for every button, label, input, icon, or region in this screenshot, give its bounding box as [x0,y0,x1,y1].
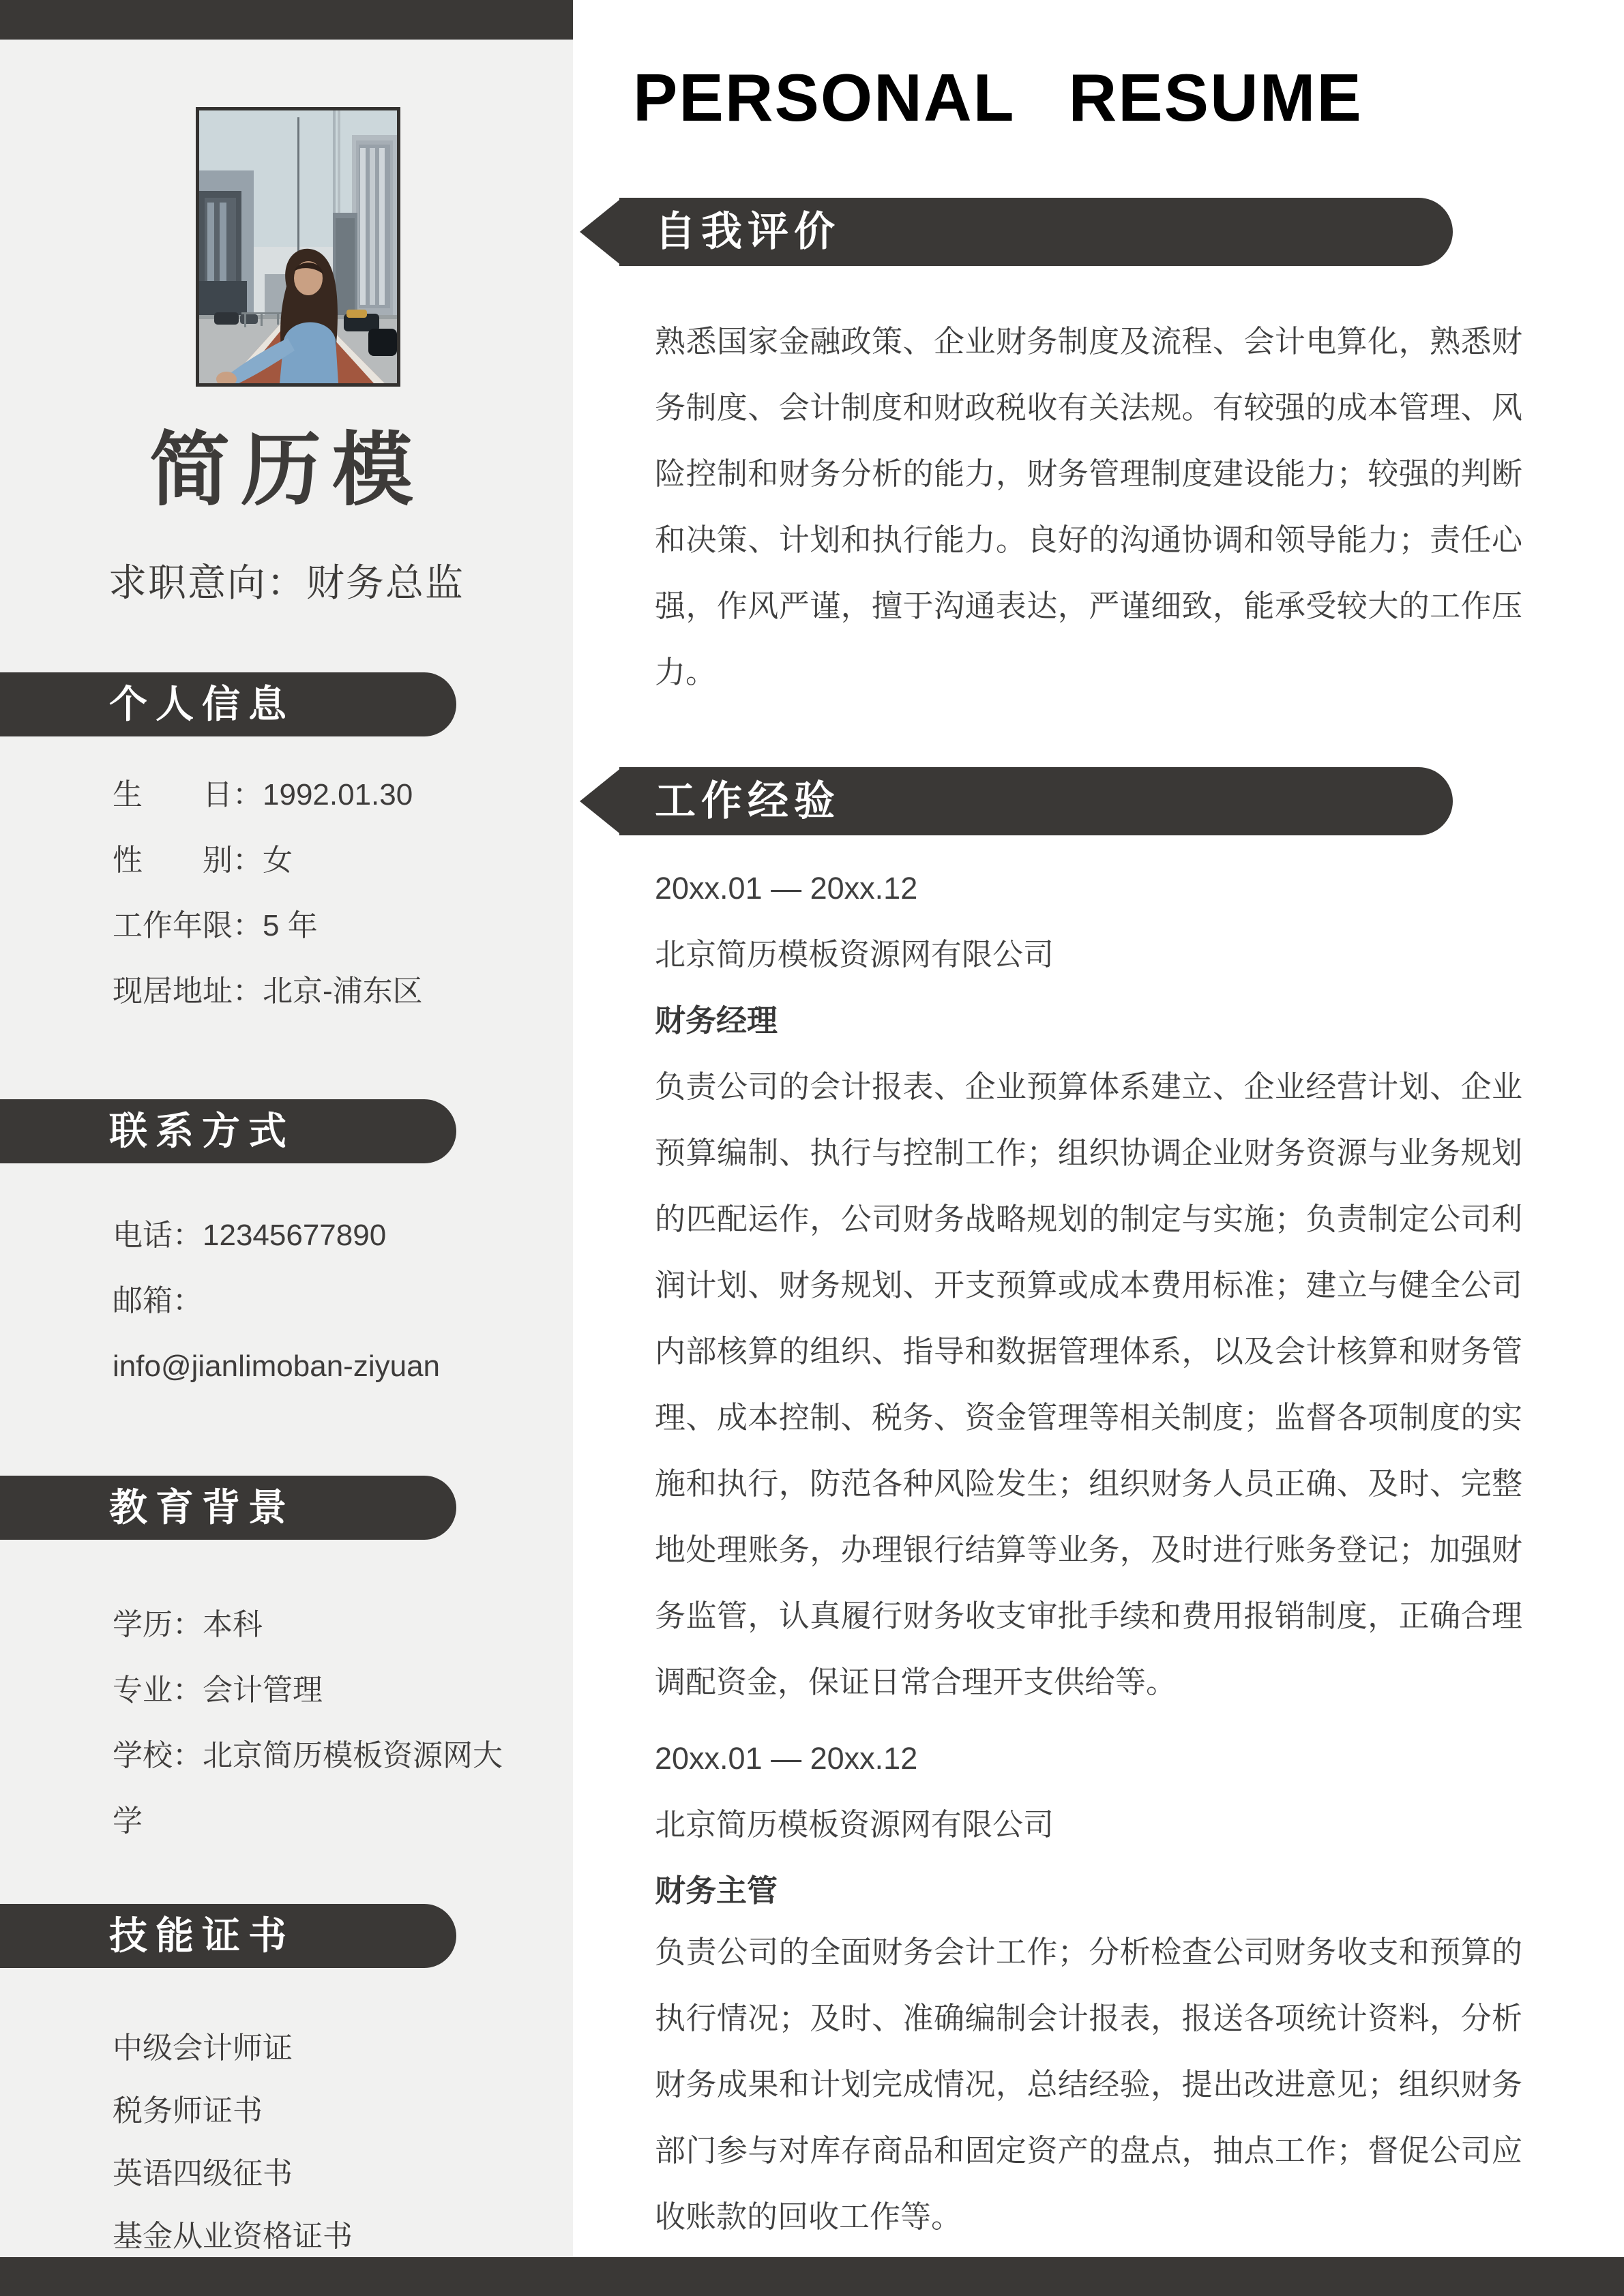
job-company: 北京简历模板资源网有限公司 [655,937,1054,972]
section-header-contact [0,1099,456,1163]
job-period: 20xx.01 — 20xx.12 [655,871,918,906]
info-row-experience: 工作年限：5 年 [113,909,318,942]
contact-row-email-label: 邮箱： [113,1284,203,1317]
job-role: 财务经理 [655,1003,778,1038]
section-title: 个人信息 [109,683,295,726]
education-row-school: 学校：北京简历模板资源网大学 [113,1739,503,1838]
profile-photo-illustration [199,110,397,383]
job-company: 北京简历模板资源网有限公司 [655,1807,1054,1842]
page-title-word: PERSONAL [633,60,1016,135]
page-title-word: RESUME [1068,60,1363,135]
candidate-name: 简历模 [149,426,424,516]
info-row-address: 现居地址：北京-浦东区 [113,974,423,1008]
job-description: 负责公司的全面财务会计工作；分析检查公司财务收支和预算的执行情况；及时、准确编制会计报表，报送各项统计资料，分析财务成果和计划完成情况，总结经验，提出改进意见；组织财务部门参与对库存商品和固定资产的盘点，抽点工作；督促公司应收账款的回收工作等。 [655,1935,1522,2234]
banner-arrow-icon [580,198,622,266]
section-header-personal-info [0,672,456,736]
certificate-row: 基金从业资格证书 [113,2220,353,2253]
section-title: 自我评价 [619,198,1453,266]
section-title: 工作经验 [619,767,1453,835]
section-title: 教育背景 [109,1486,295,1529]
top-accent-bar [0,0,573,40]
certificate-row: 中级会计师证 [113,2031,293,2065]
sidebar [0,0,573,2296]
section-title: 技能证书 [109,1914,295,1957]
contact-row-email: info@jianlimoban-ziyuan [113,1350,441,1383]
section-banner-self-evaluation [580,198,1453,266]
education-row-major: 专业：会计管理 [113,1673,323,1707]
profile-photo [196,107,400,387]
certificate-row: 税务师证书 [113,2094,263,2128]
page-title [633,60,1363,135]
job-description: 负责公司的会计报表、企业预算体系建立、企业经营计划、企业预算编制、执行与控制工作；组织协调企业财务资源与业务规划的匹配运作，公司财务战略规划的制定与实施；负责制定公司利润计划、财务规划、开支预算或成本费用标准；建立与健全公司内部核算的组织、指导和数据管理体系，以及会计核算和财务管理、成本控制、税务、资金管理等相关制度；监督各项制度的实施和执行，防范各种风险发生；组织财务人员正确、及时、完整地处理账务，办理银行结算等业务，及时进行账务登记；加强财务监管，认真履行财务收支审批手续和费用报销制度，正确合理调配资金，保证日常合理开支供给等。 [655,1069,1522,1699]
banner-arrow-icon [580,767,622,835]
job-period: 20xx.01 — 20xx.12 [655,1741,918,1776]
education-row-degree: 学历：本科 [113,1608,263,1641]
certificate-row: 英语四级征书 [113,2157,293,2190]
section-banner-work-experience [580,767,1453,835]
footer-accent-bar [0,2257,1624,2296]
section-title: 联系方式 [109,1109,295,1152]
contact-row-phone: 电话：12345677890 [113,1219,387,1252]
job-intention: 求职意向：财务总监 [108,561,464,604]
section-header-certificates [0,1904,456,1968]
info-row-birthday: 生 日：1992.01.30 [113,778,413,811]
self-evaluation-text: 熟悉国家金融政策、企业财务制度及流程、会计电算化，熟悉财务制度、会计制度和财政税收有关法规。有较强的成本管理、风险控制和财务分析的能力，财务管理制度建设能力；较强的判断和决策、计划和执行能力。良好的沟通协调和领导能力；责任心强，作风严谨，擅于沟通表达，严谨细致，能承受较大的工作压力。 [655,324,1522,689]
info-row-gender: 性 别：女 [113,844,293,877]
job-role: 财务主管 [655,1873,778,1908]
section-header-education [0,1476,456,1540]
